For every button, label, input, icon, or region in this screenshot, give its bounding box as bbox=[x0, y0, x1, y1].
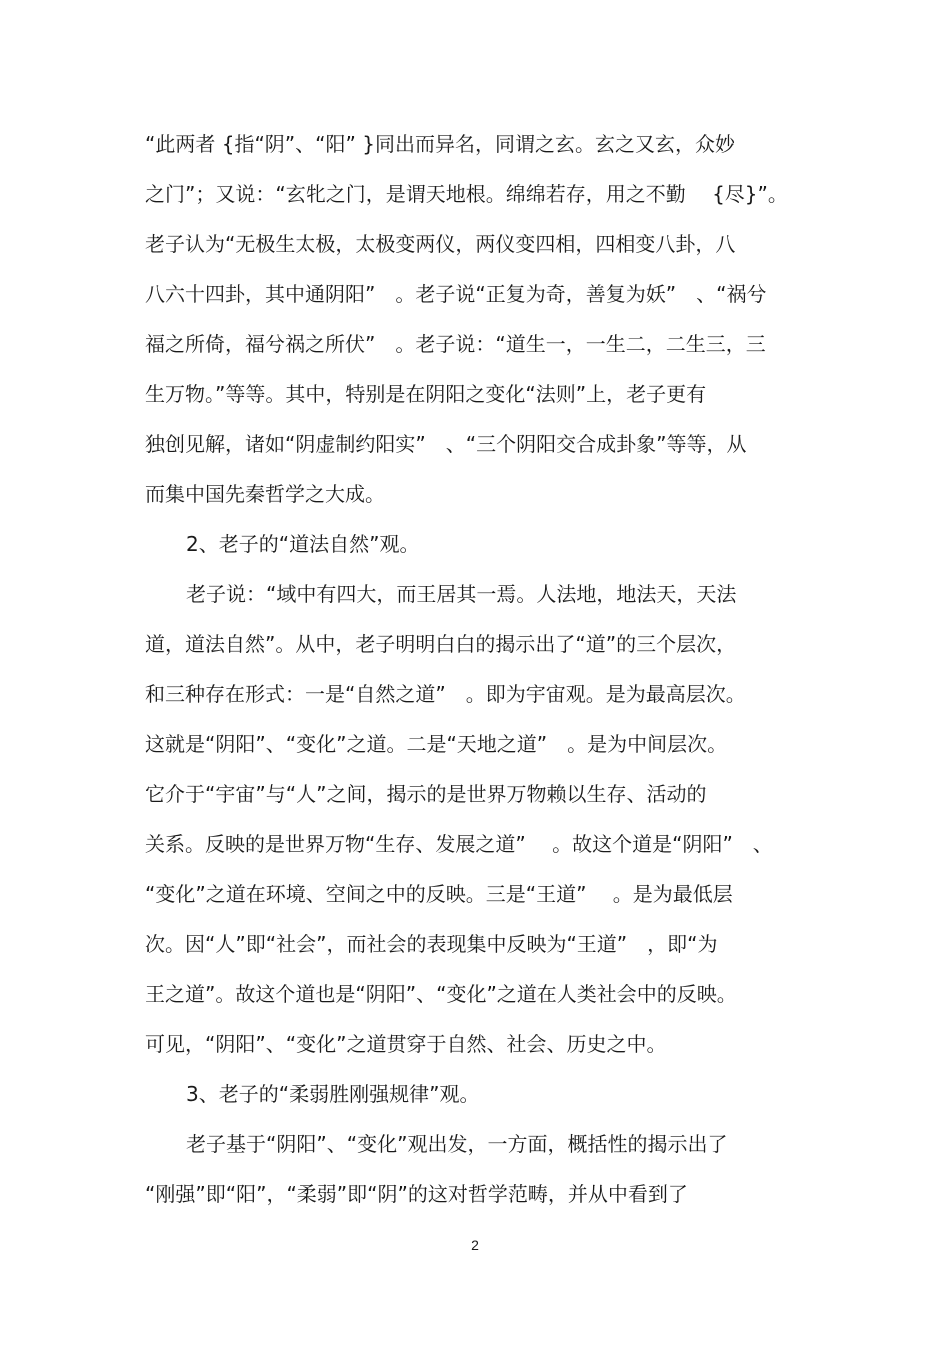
text-line: “刚强”即“阳”，“柔弱”即“阴”的这对哲学范畴，并从中看到了 bbox=[145, 1182, 688, 1206]
text-line: 之门”；又说：“玄牝之门，是谓天地根。绵绵若存，用之不勤 {尽}”。 bbox=[145, 182, 788, 206]
text-line: 老子认为“无极生太极，太极变两仪，两仪变四相，四相变八卦，八 bbox=[145, 232, 736, 256]
text-line: 生万物。”等等。其中，特别是在阴阳之变化“法则”上，老子更有 bbox=[145, 382, 707, 406]
section-heading: 3、老子的“柔弱胜刚强规律”观。 bbox=[186, 1082, 480, 1106]
text-line: 独创见解，诸如“阴虚制约阳实” 、“三个阴阳交合成卦象”等等，从 bbox=[145, 432, 747, 456]
section-heading: 2、老子的“道法自然”观。 bbox=[186, 532, 420, 556]
text-line: 道，道法自然”。从中，老子明明白白的揭示出了“道”的三个层次， bbox=[145, 632, 737, 656]
text-line: 而集中国先秦哲学之大成。 bbox=[145, 482, 385, 506]
text-line: 老子基于“阴阳”、“变化”观出发，一方面，概括性的揭示出了 bbox=[186, 1132, 728, 1156]
text-line: 八六十四卦，其中通阴阳” 。老子说“正复为奇，善复为妖” 、“祸兮 bbox=[145, 282, 767, 306]
text-line: “此两者 {指“阴”、“阳” }同出而异名，同谓之玄。玄之又玄，众妙 bbox=[145, 132, 735, 156]
text-line: 这就是“阴阳”、“变化”之道。二是“天地之道” 。是为中间层次。 bbox=[145, 732, 728, 756]
text-line: 和三种存在形式：一是“自然之道” 。即为宇宙观。是为最高层次。 bbox=[145, 682, 746, 706]
text-line: 福之所倚，福兮祸之所伏” 。老子说：“道生一，一生二，二生三，三 bbox=[145, 332, 766, 356]
text-line: 次。因“人”即“社会”，而社会的表现集中反映为“王道” ，即“为 bbox=[145, 932, 718, 956]
text-line: 关系。反映的是世界万物“生存、发展之道” 。故这个道是“阴阳” 、 bbox=[145, 832, 773, 856]
text-line: 可见，“阴阳”、“变化”之道贯穿于自然、社会、历史之中。 bbox=[145, 1032, 667, 1056]
text-line: “变化”之道在环境、空间之中的反映。三是“王道” 。是为最低层 bbox=[145, 882, 733, 906]
page-number: 2 bbox=[471, 1237, 479, 1253]
text-line: 老子说：“域中有四大，而王居其一焉。人法地，地法天，天法 bbox=[186, 582, 737, 606]
text-line: 王之道”。故这个道也是“阴阳”、“变化”之道在人类社会中的反映。 bbox=[145, 982, 737, 1006]
text-line: 它介于“宇宙”与“人”之间，揭示的是世界万物赖以生存、活动的 bbox=[145, 782, 707, 806]
